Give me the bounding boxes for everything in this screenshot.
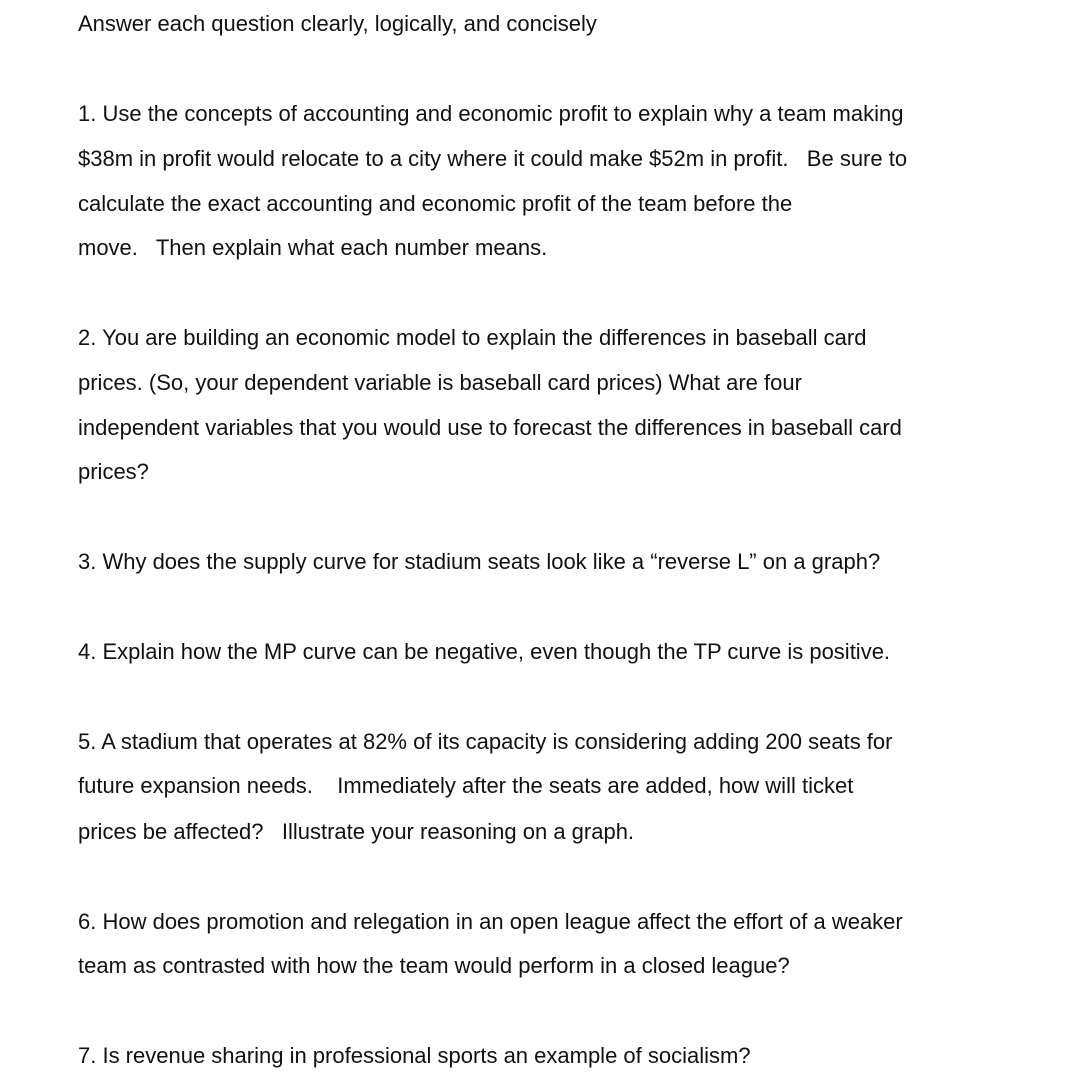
question-2-line-4: prices? — [78, 459, 149, 484]
instructions: Answer each question clearly, logically, and concisely — [78, 11, 597, 36]
question-6-line-2: team as contrasted with how the team would perform in a closed league? — [78, 953, 790, 978]
question-5-line-3: prices be affected? Illustrate your reasoning on a graph. — [78, 819, 635, 844]
question-4-line-1: 4. Explain how the MP curve can be negative, even though the TP curve is positive. — [78, 639, 891, 664]
question-1-line-2: $38m in profit would relocate to a city where it could make $52m in profit. Be sure to — [78, 146, 908, 171]
question-3-line-1: 3. Why does the supply curve for stadium seats look like a “reverse L” on a graph? — [78, 549, 881, 574]
question-2-line-3: independent variables that you would use to forecast the differences in baseball card — [78, 415, 902, 440]
question-7-line-1: 7. Is revenue sharing in professional sports an example of socialism? — [78, 1043, 751, 1068]
question-1-line-3: calculate the exact accounting and economic profit of the team before the — [78, 191, 793, 216]
question-6-line-1: 6. How does promotion and relegation in an open league affect the effort of a weaker — [78, 909, 903, 934]
question-2-line-1: 2. You are building an economic model to explain the differences in baseball card — [78, 325, 867, 350]
question-5-line-2: future expansion needs. Immediately after the seats are added, how will ticket — [78, 773, 854, 798]
question-2-line-2: prices. (So, your dependent variable is baseball card prices) What are four — [78, 370, 802, 395]
question-5-line-1: 5. A stadium that operates at 82% of its capacity is considering adding 200 seats for — [78, 729, 893, 754]
question-1-line-1: 1. Use the concepts of accounting and economic profit to explain why a team making — [78, 101, 904, 126]
question-1-line-4: move. Then explain what each number means. — [78, 235, 548, 260]
